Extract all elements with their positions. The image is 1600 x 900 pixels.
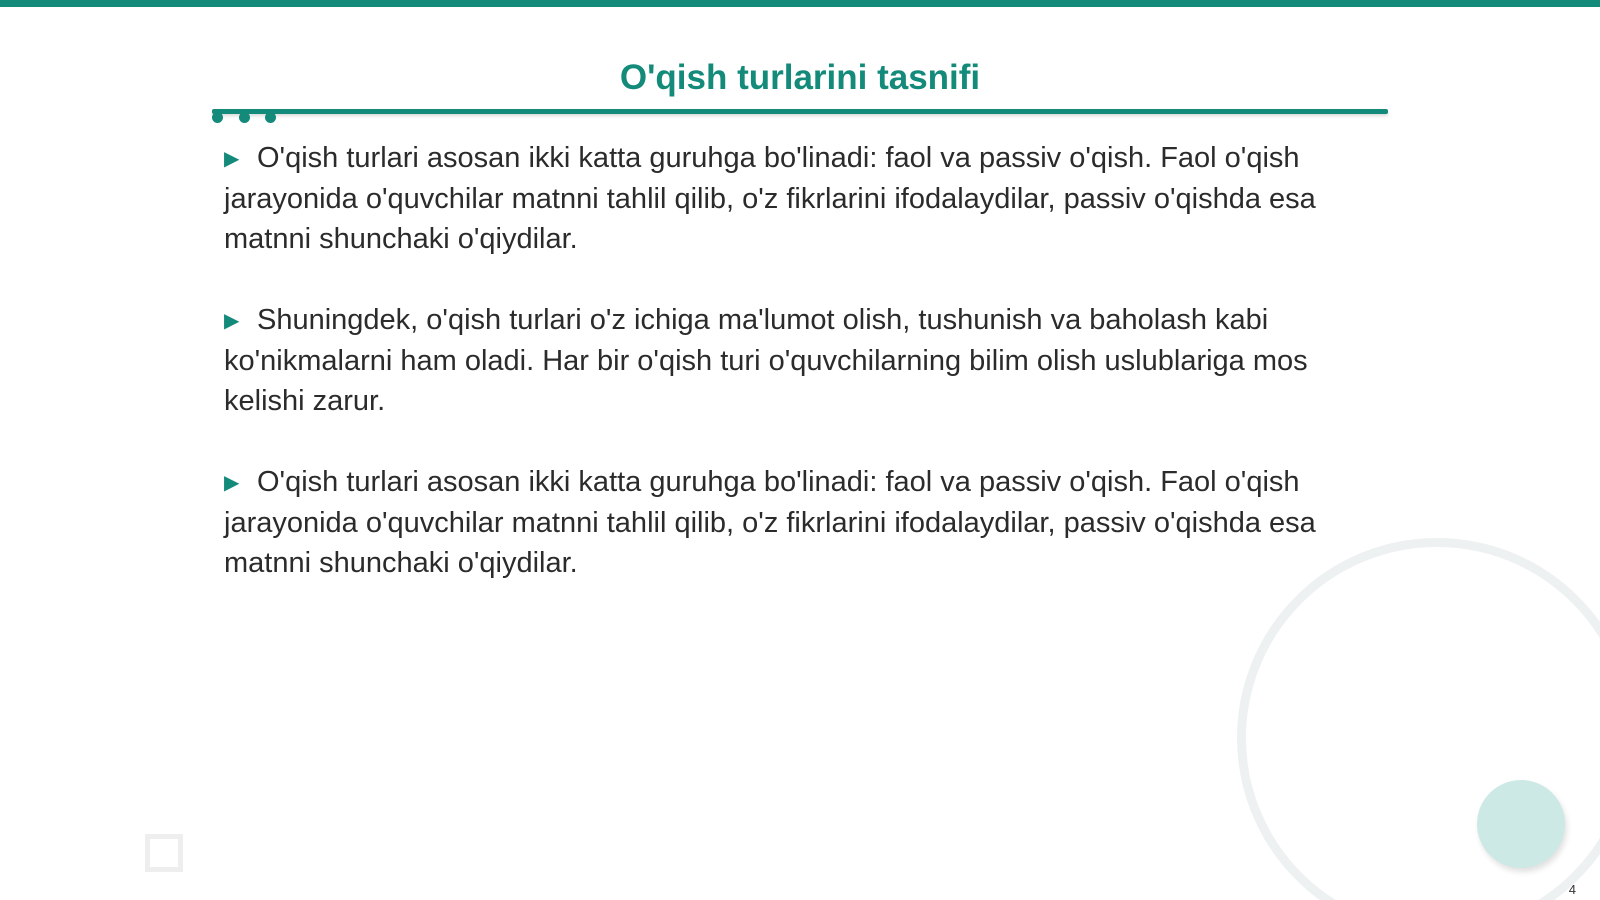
decor-circle <box>1477 780 1565 868</box>
title-underline <box>212 109 1388 114</box>
bullet-item <box>224 462 1364 583</box>
bullet-text: Shuningdek, o'qish turlari o'z ichiga ma'lumot olish, tushunish va baholash kabi ko'nikmalarni ham oladi. Har bir o'qish turi o'quvchilarning bilim olish uslublariga mos kelishi zarur. <box>224 304 1308 417</box>
triangle-right-icon: ▶ <box>224 310 240 332</box>
bullet-item <box>224 138 1364 259</box>
decor-dot <box>212 112 223 123</box>
decor-dot <box>265 112 276 123</box>
bullet-text: O'qish turlari asosan ikki katta guruhga bo'linadi: faol va passiv o'qish. Faol o'qish jarayonida o'quvchilar matnni tahlil qilib, o'z fikrlarini ifodalaydilar, passiv o'qishda esa matnni shunchaki o'qiydilar. <box>224 142 1316 255</box>
page-number: 4 <box>1568 882 1576 897</box>
decor-square <box>145 834 183 872</box>
top-accent-bar <box>0 0 1600 7</box>
bullet-text: O'qish turlari asosan ikki katta guruhga bo'linadi: faol va passiv o'qish. Faol o'qish jarayonida o'quvchilar matnni tahlil qilib, o'z fikrlarini ifodalaydilar, passiv o'qishda esa matnni shunchaki o'qiydilar. <box>224 466 1316 579</box>
bullet-item <box>224 300 1364 421</box>
triangle-right-icon: ▶ <box>224 148 240 170</box>
decor-dot <box>239 112 250 123</box>
bullet-list <box>224 138 1364 624</box>
triangle-right-icon: ▶ <box>224 472 240 494</box>
slide-title: O'qish turlarini tasnifi <box>619 58 981 97</box>
